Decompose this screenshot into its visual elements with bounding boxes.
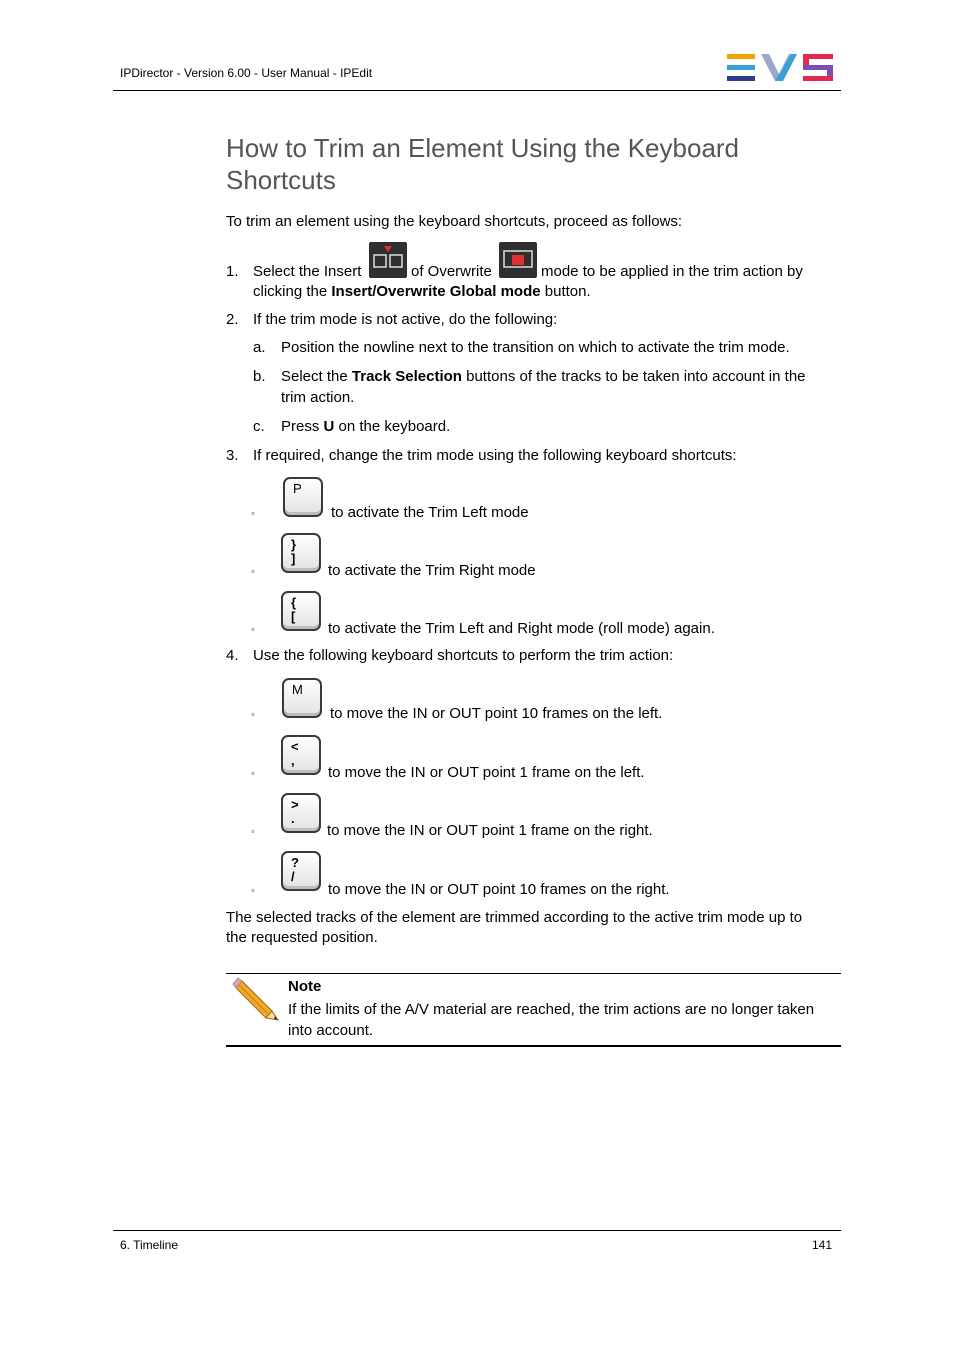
pencil-icon <box>232 976 280 1027</box>
shortcut-text: to move the IN or OUT point 10 frames on the left. <box>330 705 663 722</box>
evs-logo <box>727 54 833 87</box>
key-label: . <box>291 811 295 826</box>
closing-line-2: the requested position. <box>226 929 378 946</box>
key-greater-than <box>281 793 321 833</box>
key-label: < <box>291 739 299 754</box>
shortcut-text: to activate the Trim Left mode <box>331 504 529 521</box>
key-label: / <box>291 869 295 884</box>
substep-b-label: b. <box>253 368 266 385</box>
substep-b-line-2: trim action. <box>281 389 355 406</box>
key-p <box>283 477 323 517</box>
shortcut-text: to move the IN or OUT point 10 frames on the right. <box>328 881 670 898</box>
bullet: ◦ <box>251 566 255 578</box>
step-1-line2-bold: Insert/Overwrite Global mode <box>331 283 541 300</box>
step-1-text-c: mode to be applied in the trim action by <box>541 263 803 280</box>
key-label: [ <box>291 609 296 624</box>
note-line-2: into account. <box>288 1022 374 1039</box>
page-title: How to Trim an Element Using the Keyboard Shortcuts <box>226 133 740 195</box>
footer-page-number: 141 <box>812 1238 833 1252</box>
substep-c-label: c. <box>253 418 265 435</box>
key-label: M <box>292 682 303 697</box>
key-less-than <box>281 735 321 775</box>
step-3-number: 3. <box>226 447 239 464</box>
shortcut-text: to move the IN or OUT point 1 frame on the left. <box>328 764 645 781</box>
shortcut-text: to activate the Trim Left and Right mode (roll mode) again. <box>328 620 715 637</box>
intro-text: To trim an element using the keyboard shortcuts, proceed as follows: <box>226 213 683 230</box>
step-1-line2-pre: clicking the <box>253 283 332 300</box>
step-4-number: 4. <box>226 647 239 664</box>
note-label: Note <box>288 978 322 995</box>
insert-mode-icon <box>369 242 407 278</box>
shortcut-text: to move the IN or OUT point 1 frame on the right. <box>327 822 653 839</box>
shortcut-text: to activate the Trim Right mode <box>328 562 536 579</box>
bullet: ◦ <box>251 826 255 838</box>
key-label: , <box>291 753 295 768</box>
step-3-text: If required, change the trim mode using the following keyboard shortcuts: <box>253 447 737 464</box>
note-line-1: If the limits of the A/V material are reached, the trim actions are no longer taken <box>288 1001 815 1018</box>
step-1-number: 1. <box>226 263 239 280</box>
key-label: > <box>291 797 299 812</box>
substep-b-bold: Track Selection <box>351 368 462 385</box>
key-label: P <box>293 481 302 496</box>
bullet: ◦ <box>251 508 255 520</box>
step-1-line2-post: button. <box>540 283 591 300</box>
key-label: ] <box>291 551 296 566</box>
substep-a-text: Position the nowline next to the transition on which to activate the trim mode. <box>281 339 790 356</box>
bullet: ◦ <box>251 768 255 780</box>
note-bottom-rule <box>226 1045 841 1047</box>
footer-chapter: 6. Timeline <box>120 1238 179 1252</box>
step-2-text: If the trim mode is not active, do the following: <box>253 311 558 328</box>
substep-a-label: a. <box>253 339 266 356</box>
substep-b-text <box>281 367 806 387</box>
footer-rule <box>113 1230 841 1231</box>
key-m <box>282 678 322 718</box>
key-label: } <box>291 537 297 552</box>
step-2-number: 2. <box>226 311 239 328</box>
substep-c-pre: Press <box>281 418 324 435</box>
substep-c-post: on the keyboard. <box>334 418 451 435</box>
key-right-bracket <box>281 533 321 573</box>
substep-c-bold: U <box>323 418 335 435</box>
substep-b-post: buttons of the tracks to be taken into account in the <box>461 368 806 385</box>
key-label: ? <box>291 855 299 870</box>
substep-c-text <box>281 417 450 437</box>
step-1-text-a: Select the Insert <box>253 263 362 280</box>
step-1-line-2 <box>253 282 591 302</box>
step-4-text: Use the following keyboard shortcuts to perform the trim action: <box>253 647 674 664</box>
header-title: IPDirector - Version 6.00 - User Manual - IPEdit <box>120 66 373 80</box>
header-rule <box>113 90 841 91</box>
note-top-rule <box>226 973 841 974</box>
key-left-bracket <box>281 591 321 631</box>
overwrite-mode-icon <box>499 242 537 278</box>
substep-b-pre: Select the <box>281 368 352 385</box>
bullet: ◦ <box>251 624 255 636</box>
key-question-mark <box>281 851 321 891</box>
bullet: ◦ <box>251 885 255 897</box>
bullet: ◦ <box>251 709 255 721</box>
closing-line-1: The selected tracks of the element are trimmed according to the active trim mode up to <box>226 909 803 926</box>
step-1-text-b: of Overwrite <box>411 263 492 280</box>
key-label: { <box>291 595 297 610</box>
